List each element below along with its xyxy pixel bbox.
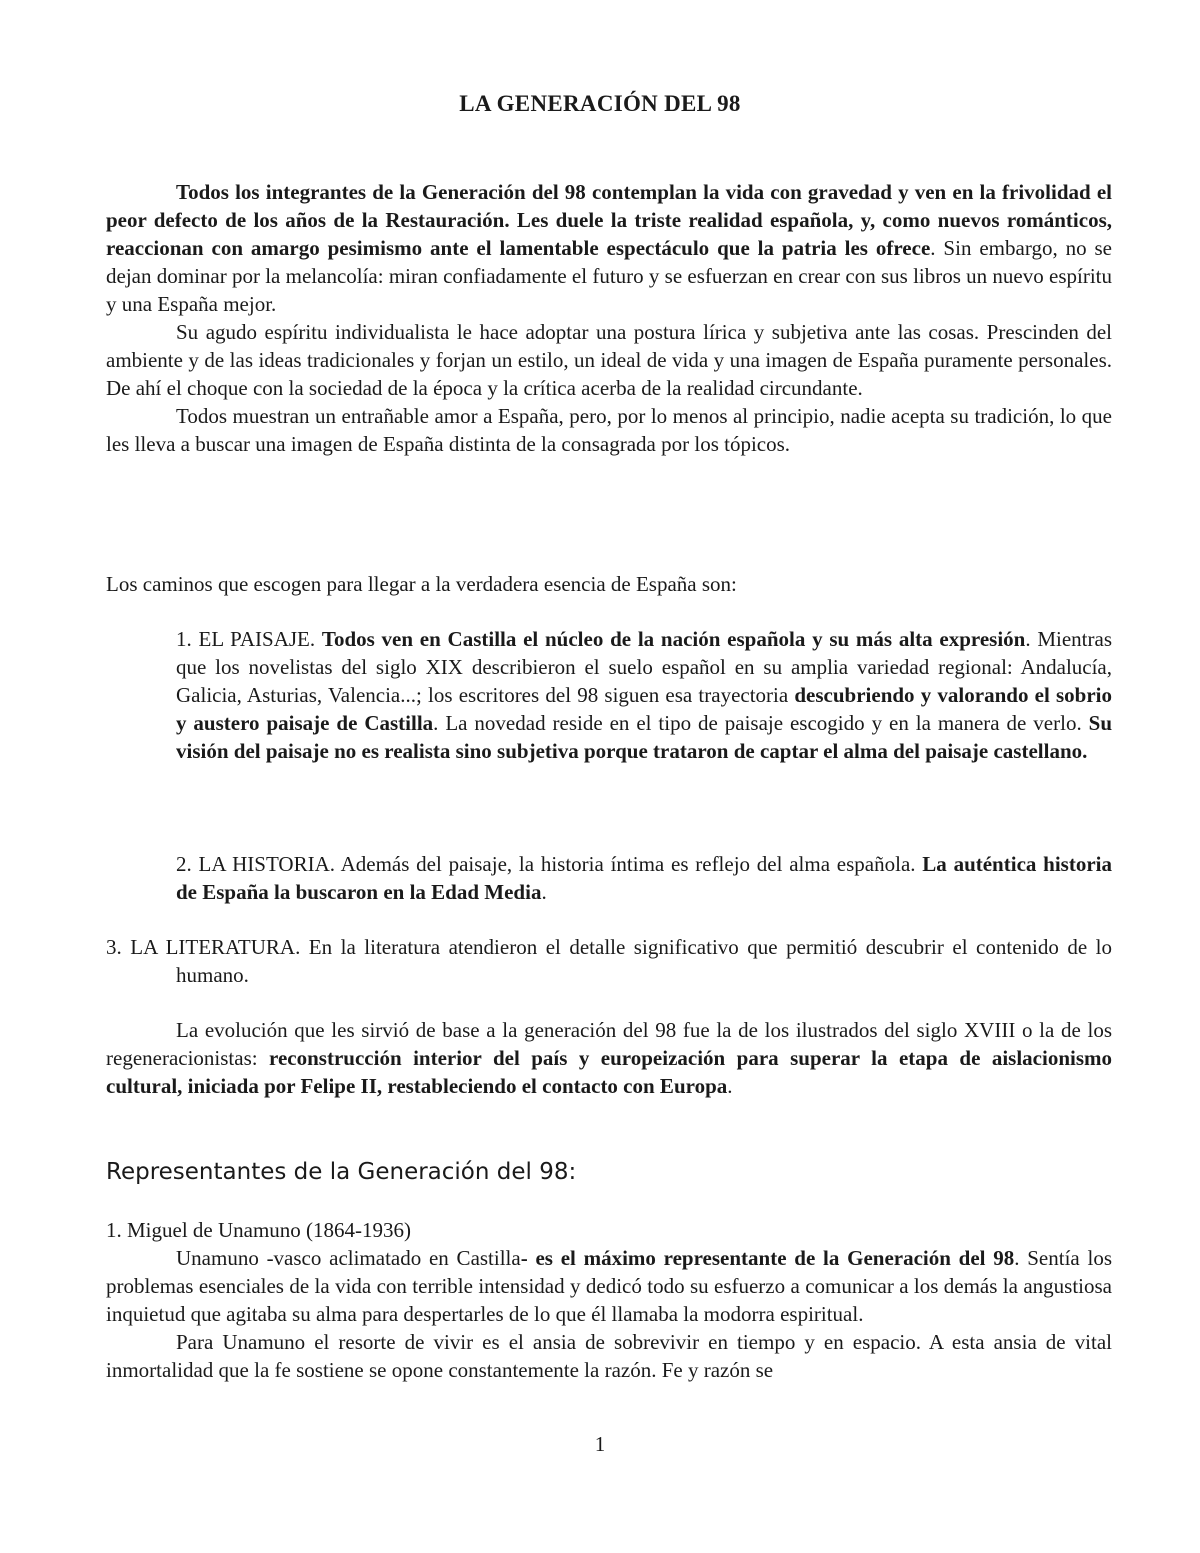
- evolucion-section: [106, 1016, 1112, 1100]
- body-text: La evolución que les sirvió de base a la generación del 98 fue la de los ilustrados del siglo XVIII o la de los regeneracionistas:: [106, 1018, 1112, 1070]
- list-item-paisaje: [176, 625, 1112, 765]
- body-text: . La novedad reside en el tipo de paisaje escogido y en la manera de verlo.: [433, 711, 1082, 735]
- body-text: . Mientras que los novelistas del siglo XIX describieron el suelo español en su amplia variedad regional: Andalucía, Galicia, Asturias, Valencia...; los escritores del 98 siguen esa trayectoria: [176, 627, 1112, 707]
- bold-text: reconstrucción interior del país y europeización para superar la etapa de aislacionismo cultural, iniciada por Felipe II, restableciendo el contacto con Europa: [106, 1046, 1113, 1098]
- page-number: 1: [594, 1432, 606, 1456]
- body-text: Unamuno -vasco aclimatado en Castilla: [176, 1246, 521, 1270]
- bold-text: - es el máximo representante de la Generación del 98: [520, 1246, 1015, 1270]
- unamuno-paragraph-2: Para Unamuno el resorte de vivir es el ansia de sobrevivir en tiempo y en espacio. A esta ansia de vital inmortalidad que la fe sostiene se opone constantemente la razón. Fe y razón se: [106, 1330, 1112, 1382]
- bold-text: Su visión del paisaje no es realista sino subjetiva porque trataron de captar el alma del paisaje castellano.: [176, 711, 1112, 763]
- bold-text: Todos los integrantes de la Generación del 98 contemplan la vida con gravedad y ven en la frivolidad el peor defecto de los años de la Restauración.: [106, 180, 1112, 232]
- bold-text: La auténtica historia de España la buscaron en la Edad Media: [176, 852, 1112, 904]
- body-text: . Sin embargo, no se dejan dominar por la melancolía: miran confiadamente el futuro y se esfuerzan en crear con sus libros un nuevo espíritu y una España mejor.: [106, 236, 1112, 316]
- list-item-historia: [176, 850, 1112, 906]
- intro-paragraph-2: Su agudo espíritu individualista le hace adoptar una postura lírica y subjetiva ante las cosas. Prescinden del ambiente y de las ideas tradicionales y forjan un estilo, un ideal de vida y una imagen de España puramente personales. De ahí el choque con la sociedad de la época y la crítica acerba de la realidad circundante.: [106, 320, 1112, 400]
- caminos-intro: Los caminos que escogen para llegar a la verdadera esencia de España son:: [106, 572, 737, 596]
- representantes-heading: Representantes de la Generación del 98:: [106, 1159, 577, 1185]
- bold-text: Les duele la triste realidad española, y, como nuevos románticos, reaccionan con amargo pesimismo ante el lamentable espectáculo que la patria les ofrece: [106, 208, 1113, 260]
- intro-paragraph-1: [106, 178, 1112, 318]
- intro-paragraph-3: Todos muestran un entrañable amor a España, pero, por lo menos al principio, nadie acepta su tradición, lo que les lleva a buscar una imagen de España distinta de la consagrada por los tópicos.: [106, 404, 1112, 456]
- item-label: 1. EL PAISAJE.: [176, 627, 316, 651]
- list-item-literatura: [106, 933, 1112, 989]
- page-title: LA GENERACIÓN DEL 98: [459, 91, 741, 116]
- intro-section: [106, 178, 1112, 458]
- bold-text: Todos ven en Castilla el núcleo de la nación española y su más alta expresión: [321, 627, 1026, 651]
- body-text: .: [727, 1074, 733, 1098]
- body-text: .: [541, 880, 547, 904]
- body-text: 2. LA HISTORIA. Además del paisaje, la historia íntima es reflejo del alma española.: [176, 852, 916, 876]
- bold-text: descubriendo y valorando el sobrio y austero paisaje de Castilla: [176, 683, 1112, 735]
- unamuno-header: 1. Miguel de Unamuno (1864-1936): [106, 1218, 412, 1242]
- unamuno-section: [106, 1244, 1112, 1384]
- body-text: 3. LA LITERATURA. En la literatura atendieron el detalle significativo que permitió descubrir el contenido de lo humano.: [106, 935, 1112, 987]
- body-text: . Sentía los problemas esenciales de la vida con terrible intensidad y dedicó todo su esfuerzo a comunicar a los demás la angustiosa inquietud que agitaba su alma para despertarles de lo que él llamaba la modorra espiritual.: [106, 1246, 1112, 1326]
